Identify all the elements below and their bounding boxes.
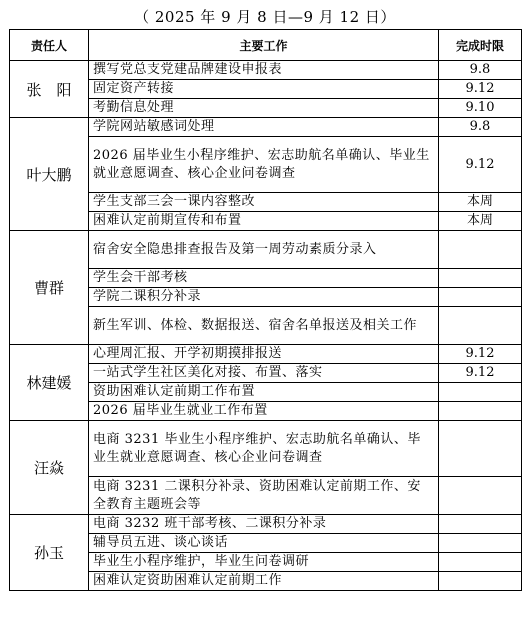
task-cell: 一站式学生社区美化对接、布置、落实 [89, 364, 439, 383]
deadline-cell: 9.12 [439, 80, 522, 99]
task-cell: 学院二课积分补录 [89, 288, 439, 307]
header-person: 责任人 [10, 30, 89, 61]
deadline-cell [439, 288, 522, 307]
deadline-cell [439, 269, 522, 288]
table-row [10, 118, 522, 137]
header-task: 主要工作 [89, 30, 439, 61]
deadline-cell: 本周 [439, 212, 522, 231]
task-cell: 2026 届毕业生小程序维护、宏志助航名单确认、毕业生就业意愿调查、核心企业问卷调查 [89, 137, 439, 193]
task-cell: 固定资产转接 [89, 80, 439, 99]
person-cell: 汪焱 [10, 421, 89, 515]
task-cell: 考勤信息处理 [89, 99, 439, 118]
person-cell: 曹群 [10, 231, 89, 345]
task-cell: 电商 3231 二课积分补录、资助困难认定前期工作、安全教育主题班会等 [89, 477, 439, 515]
task-cell: 困难认定前期宣传和布置 [89, 212, 439, 231]
deadline-cell: 9.8 [439, 61, 522, 80]
deadline-cell [439, 534, 522, 553]
table-row [10, 515, 522, 534]
deadline-cell [439, 553, 522, 572]
task-cell: 毕业生小程序维护，毕业生问卷调研 [89, 553, 439, 572]
deadline-cell [439, 421, 522, 477]
task-cell: 心理周汇报、开学初期摸排报送 [89, 345, 439, 364]
deadline-cell: 9.12 [439, 364, 522, 383]
deadline-cell [439, 402, 522, 421]
deadline-cell [439, 307, 522, 345]
task-cell: 学生支部三会一课内容整改 [89, 193, 439, 212]
person-cell: 林建媛 [10, 345, 89, 421]
task-cell: 电商 3231 毕业生小程序维护、宏志助航名单确认、毕业生就业意愿调查、核心企业问卷调查 [89, 421, 439, 477]
header-row [10, 30, 522, 61]
task-cell: 新生军训、体检、数据报送、宿舍名单报送及相关工作 [89, 307, 439, 345]
deadline-cell: 9.12 [439, 137, 522, 193]
task-cell: 电商 3232 班干部考核、二课积分补录 [89, 515, 439, 534]
deadline-cell [439, 477, 522, 515]
task-cell: 宿舍安全隐患排查报告及第一周劳动素质分录入 [89, 231, 439, 269]
deadline-cell: 9.10 [439, 99, 522, 118]
person-cell: 叶大鹏 [10, 118, 89, 231]
deadline-cell: 本周 [439, 193, 522, 212]
deadline-cell [439, 231, 522, 269]
schedule-title: （ 2025 年 9 月 8 日—9 月 12 日） [134, 8, 396, 26]
task-cell: 撰写党总支党建品牌建设申报表 [89, 61, 439, 80]
person-cell: 张 阳 [10, 61, 89, 118]
table-row [10, 231, 522, 269]
task-cell: 2026 届毕业生就业工作布置 [89, 402, 439, 421]
table-row [10, 61, 522, 80]
deadline-cell [439, 572, 522, 591]
deadline-cell [439, 383, 522, 402]
person-cell: 孙玉 [10, 515, 89, 591]
deadline-cell: 9.12 [439, 345, 522, 364]
task-cell: 学院网站敏感词处理 [89, 118, 439, 137]
work-schedule-table [9, 29, 522, 591]
header-deadline: 完成时限 [439, 30, 522, 61]
task-cell: 困难认定资助困难认定前期工作 [89, 572, 439, 591]
deadline-cell: 9.8 [439, 118, 522, 137]
task-cell: 辅导员五进、谈心谈话 [89, 534, 439, 553]
task-cell: 资助困难认定前期工作布置 [89, 383, 439, 402]
deadline-cell [439, 515, 522, 534]
task-cell: 学生会干部考核 [89, 269, 439, 288]
table-row [10, 345, 522, 364]
table-row [10, 421, 522, 477]
